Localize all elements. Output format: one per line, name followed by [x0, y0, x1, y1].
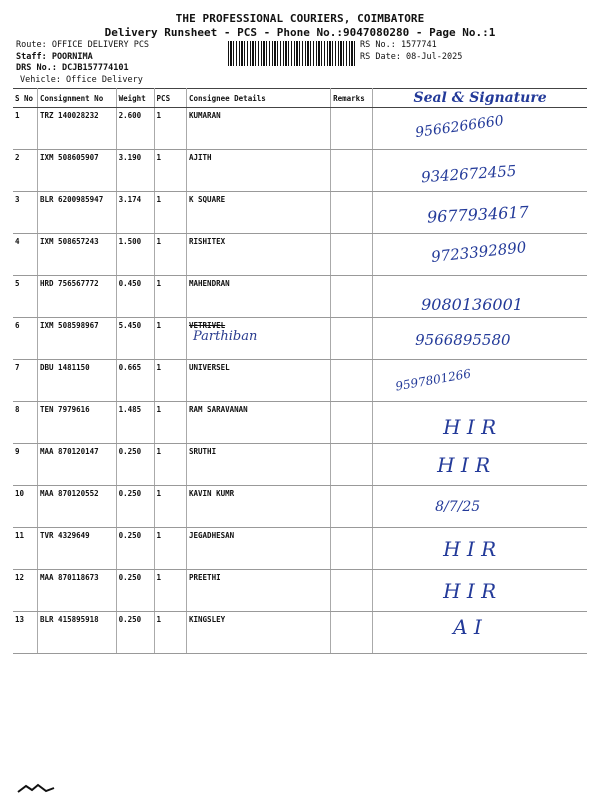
- cell-weight: 0.250: [116, 570, 154, 612]
- cell-weight: 0.250: [116, 486, 154, 528]
- col-header-weight: Weight: [116, 89, 154, 108]
- cell-pcs: 1: [154, 612, 186, 654]
- cell-pcs: 1: [154, 360, 186, 402]
- cell-sno: 10: [13, 486, 38, 528]
- cell-consignment: IXM 508657243: [38, 234, 117, 276]
- cell-pcs: 1: [154, 318, 186, 360]
- handwritten-signature: 9566895580: [415, 331, 511, 349]
- handwritten-receiver-name: Parthiban: [193, 329, 258, 344]
- col-header-consignment: Consignment No: [38, 89, 117, 108]
- cell-sno: 13: [13, 612, 38, 654]
- cell-consignment: TEN 7979616: [38, 402, 117, 444]
- cell-consignment: DBU 1481150: [38, 360, 117, 402]
- handwritten-signature: 9723392890: [430, 238, 528, 266]
- handwritten-signature: H I R: [443, 415, 497, 439]
- cell-consignment: IXM 508598967: [38, 318, 117, 360]
- cell-remarks: [331, 318, 373, 360]
- cell-consignee: JEGADHESAN: [187, 528, 331, 570]
- cell-sno: 2: [13, 150, 38, 192]
- cell-consignee: RAM SARAVANAN: [187, 402, 331, 444]
- col-header-pcs: PCS: [154, 89, 186, 108]
- cell-consignee: SRUTHI: [187, 444, 331, 486]
- cell-pcs: 1: [154, 108, 186, 150]
- table-row: [13, 402, 587, 444]
- cell-consignment: TVR 4329649: [38, 528, 117, 570]
- cell-sno: 6: [13, 318, 38, 360]
- handwritten-signature: H I R: [443, 537, 497, 561]
- cell-pcs: 1: [154, 570, 186, 612]
- cell-sno: 11: [13, 528, 38, 570]
- cell-consignment: BLR 6200985947: [38, 192, 117, 234]
- cell-signature: [373, 444, 587, 486]
- table-row: [13, 192, 587, 234]
- cell-remarks: [331, 234, 373, 276]
- cell-remarks: [331, 402, 373, 444]
- handwritten-signature: 9080136001: [421, 295, 523, 314]
- staff-label: Staff: POORNIMA: [16, 51, 93, 62]
- cell-sno: 8: [13, 402, 38, 444]
- consignee-struck-name: VETRIVEL: [189, 321, 226, 330]
- table-header-row: [13, 89, 587, 108]
- handwritten-signature: 9342672455: [420, 161, 518, 187]
- table-row: [13, 360, 587, 402]
- cell-pcs: 1: [154, 234, 186, 276]
- cell-sno: 4: [13, 234, 38, 276]
- col-header-signature: Seal & Signature: [373, 89, 587, 108]
- table-row: [13, 150, 587, 192]
- cell-sno: 1: [13, 108, 38, 150]
- cell-consignee: UNIVERSEL: [187, 360, 331, 402]
- cell-signature: [373, 192, 587, 234]
- cell-remarks: [331, 360, 373, 402]
- scan-edge-mark: [16, 782, 56, 794]
- route-label: Route: OFFICE DELIVERY PCS: [16, 40, 150, 50]
- cell-remarks: [331, 276, 373, 318]
- cell-signature: [373, 528, 587, 570]
- cell-weight: 0.250: [116, 444, 154, 486]
- rs-date: RS Date: 08-Jul-2025: [360, 51, 463, 62]
- cell-consignment: MAA 870120552: [38, 486, 117, 528]
- cell-signature: [373, 108, 587, 150]
- table-row: [13, 444, 587, 486]
- cell-signature: [373, 276, 587, 318]
- table-row: [13, 570, 587, 612]
- cell-signature: [373, 570, 587, 612]
- rs-number: RS No.: 1577741: [360, 40, 437, 50]
- table-row: [13, 276, 587, 318]
- cell-consignee: MAHENDRAN: [187, 276, 331, 318]
- cell-signature: [373, 234, 587, 276]
- cell-weight: 0.250: [116, 612, 154, 654]
- cell-signature: [373, 360, 587, 402]
- meta-right: [360, 40, 462, 63]
- cell-consignee: PREETHI: [187, 570, 331, 612]
- cell-consignee: [187, 318, 331, 360]
- cell-consignee: KAVIN KUMR: [187, 486, 331, 528]
- cell-sno: 5: [13, 276, 38, 318]
- cell-weight: 5.450: [116, 318, 154, 360]
- table-row: [13, 318, 587, 360]
- handwritten-signature: 8/7/25: [435, 499, 481, 515]
- handwritten-signature: 9677934617: [426, 202, 530, 227]
- cell-pcs: 1: [154, 486, 186, 528]
- cell-consignee: KINGSLEY: [187, 612, 331, 654]
- cell-remarks: [331, 612, 373, 654]
- handwritten-signature: H I R: [443, 579, 497, 603]
- cell-sno: 9: [13, 444, 38, 486]
- cell-consignment: HRD 756567772: [38, 276, 117, 318]
- cell-pcs: 1: [154, 528, 186, 570]
- cell-consignment: MAA 870120147: [38, 444, 117, 486]
- cell-weight: 0.250: [116, 528, 154, 570]
- table-row: [13, 108, 587, 150]
- cell-consignee: K SQUARE: [187, 192, 331, 234]
- cell-weight: 3.190: [116, 150, 154, 192]
- handwritten-signature: 9566266660: [414, 112, 505, 142]
- cell-sno: 12: [13, 570, 38, 612]
- col-header-remarks: Remarks: [331, 89, 373, 108]
- cell-pcs: 1: [154, 276, 186, 318]
- cell-weight: 0.665: [116, 360, 154, 402]
- table-row: [13, 612, 587, 654]
- runsheet-table: [13, 88, 587, 654]
- cell-consignee: AJITH: [187, 150, 331, 192]
- col-header-sno: S No: [13, 89, 38, 108]
- barcode: [228, 41, 356, 66]
- cell-remarks: [331, 486, 373, 528]
- meta-left: [16, 40, 149, 86]
- handwritten-signature: 9597801266: [394, 366, 473, 394]
- cell-consignment: BLR 415895918: [38, 612, 117, 654]
- cell-consignment: TRZ 140028232: [38, 108, 117, 150]
- cell-pcs: 1: [154, 402, 186, 444]
- cell-signature: [373, 612, 587, 654]
- table-row: [13, 528, 587, 570]
- cell-weight: 3.174: [116, 192, 154, 234]
- cell-weight: 2.600: [116, 108, 154, 150]
- cell-signature: [373, 150, 587, 192]
- cell-pcs: 1: [154, 150, 186, 192]
- cell-consignee: KUMARAN: [187, 108, 331, 150]
- cell-remarks: [331, 528, 373, 570]
- handwritten-signature: H I R: [437, 453, 491, 477]
- vehicle-label: Vehicle: Office Delivery: [20, 74, 143, 85]
- cell-remarks: [331, 444, 373, 486]
- cell-consignment: MAA 870118673: [38, 570, 117, 612]
- cell-remarks: [331, 150, 373, 192]
- cell-consignment: IXM 508605907: [38, 150, 117, 192]
- cell-signature: [373, 486, 587, 528]
- cell-remarks: [331, 570, 373, 612]
- table-row: [13, 234, 587, 276]
- cell-pcs: 1: [154, 192, 186, 234]
- cell-pcs: 1: [154, 444, 186, 486]
- cell-weight: 1.500: [116, 234, 154, 276]
- cell-remarks: [331, 192, 373, 234]
- cell-weight: 1.485: [116, 402, 154, 444]
- col-header-consignee: Consignee Details: [187, 89, 331, 108]
- cell-remarks: [331, 108, 373, 150]
- company-title: THE PROFESSIONAL COURIERS, COIMBATORE: [175, 12, 425, 25]
- drs-label: DRS No.: DCJB157774101: [16, 63, 129, 73]
- cell-consignee: RISHITEX: [187, 234, 331, 276]
- runsheet-subtitle: Delivery Runsheet - PCS - Phone No.:9047080280 - Page No.:1: [104, 26, 496, 39]
- cell-sno: 7: [13, 360, 38, 402]
- handwritten-signature: A I: [453, 615, 482, 639]
- cell-signature: [373, 402, 587, 444]
- table-row: [13, 486, 587, 528]
- cell-weight: 0.450: [116, 276, 154, 318]
- cell-sno: 3: [13, 192, 38, 234]
- cell-signature: [373, 318, 587, 360]
